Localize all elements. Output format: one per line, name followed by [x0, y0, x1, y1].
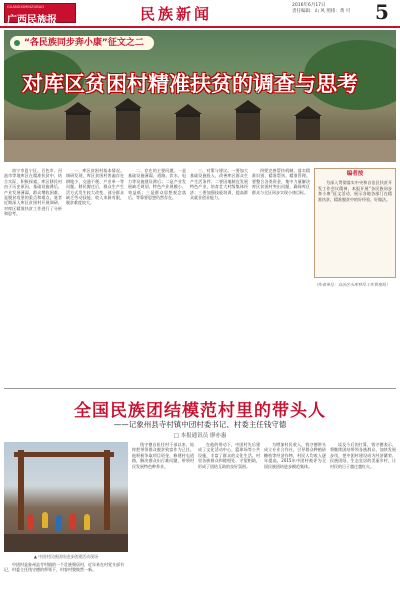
headline-banner — [4, 30, 396, 162]
paragraph: 在他的带动下，中团村先后建成了文化活动中心、篮球场等公共设施，丰富了群众的文化生活。村里各族群众和睦相处、守望相助，形成了团结互助的良好氛围。 — [198, 442, 260, 469]
house-shape — [116, 108, 140, 140]
masthead-rule — [0, 26, 400, 28]
section-title: 民族新闻 — [140, 5, 213, 23]
dancer-shape — [84, 514, 90, 530]
text-column — [330, 442, 396, 588]
text-column — [190, 168, 248, 364]
house-shape — [296, 116, 320, 140]
intro-paragraph: 中团村是象州县寺村镇的一个壮族聚居村，近年来在村党支部书记、村委主任钱守德的带领下，村容村貌焕然一新。 — [4, 562, 124, 573]
section-divider — [4, 388, 396, 389]
article-subheadline: ——记象州县寺村镇中団村委书记、村委主任钱守德 — [113, 420, 287, 429]
dancer-shape — [70, 513, 76, 529]
photo-caption: ▲ 中团村民族团结进步创建活动现场 — [33, 554, 99, 559]
paragraph: 二、存在的主要问题。一是基础设施薄弱，道路、饮水、电力等设施建设滞后；二是产业发展缺乏规划，特色产业规模小、效益低；三是群众思想观念落后，等靠要思想仍然存在。 — [128, 168, 186, 201]
paragraph: 钱守德自担任村干部以来，始终把带领群众脱贫致富作为己任。他积极争取项目资金，修建村屯道路，解决群众出行难问题，带领村民发展特色种养业。 — [132, 442, 194, 469]
dancer-shape — [42, 512, 48, 528]
house-shape — [66, 112, 90, 140]
roof-shape — [294, 106, 322, 116]
text-column — [198, 442, 260, 588]
logo-title: 广西民族报 — [7, 15, 57, 26]
editor-note-title: 编者按 — [346, 171, 364, 177]
sidebar-column — [314, 168, 396, 364]
main-headline: 对库区贫困村精准扶贫的调查与思考 — [22, 71, 358, 96]
text-column — [66, 168, 124, 364]
beam-shape — [14, 452, 114, 457]
paragraph: 谈及今后的打算，钱守德表示，将继续团结带领各族群众，加快发展步伐，把中团村建设成为经济繁荣、民族团结、生态宜居的美丽乡村，让村民的日子越过越红火。 — [330, 442, 396, 469]
paragraph: 一、库区贫困村基本情况。调研发现，库区贫困村普遍存在耕地少、交通不便、产业单一等问题。移民搬迁后，群众生产生活方式发生较大改变，部分群众缺乏劳动技能，收入来源有限，脱贫难度较大。 — [66, 168, 124, 206]
series-kicker — [10, 36, 154, 50]
text-column — [132, 442, 194, 588]
editor-note-box — [314, 168, 396, 278]
roof-shape — [234, 100, 262, 110]
article-byline: □ 本报通讯员 廖亦惠 — [173, 433, 227, 439]
series-kicker-text: “各民族同步奔小康”征文之二 — [24, 38, 144, 48]
crowd-shape — [4, 534, 128, 552]
masthead — [0, 0, 400, 26]
paragraph: 三、对策与建议。一要加大基础设施投入，改善库区群众生产生活条件；二要因地制宜发展特色产业，培育壮大村级集体经济；三要加强技能培训，提高群众就业创业能力。 — [190, 168, 248, 201]
issue-meta — [292, 3, 350, 15]
roof-shape — [174, 104, 202, 114]
pole-shape — [104, 450, 110, 530]
logo-subtitle: GUANGXIMINZUBAO — [7, 5, 45, 9]
author-note: （作者单位：自治区水库移民工作管理局） — [314, 282, 390, 287]
text-column — [128, 168, 186, 364]
text-column — [264, 442, 326, 588]
editor-note-text: 为深入贯彻落实中央和自治区扶贫开发工作会议精神，本报开展“各民族同步奔小康”征文活动，展示各地各部门在精准扶贫、精准脱贫中的好经验、好做法。 — [318, 180, 392, 202]
house-shape — [236, 110, 260, 140]
dancer-shape — [56, 515, 62, 531]
kicker-dot-icon — [14, 40, 20, 46]
issue-date: 2016年6月17日 — [292, 3, 326, 8]
article-headline: 全国民族团结模范村里的带头人 — [74, 401, 326, 421]
paragraph: 南宁市邕宁区、百色市、河池市等地库区在精准扶贫中，结合实际，积极探索。库区移民村由于历史原因，基础设施滞后，产业发展薄弱，群众增收困难，是脱贫攻坚的重点和难点。笔者近期深入库区贫困村开展调研，对库区精准扶贫工作进行了分析和思考。 — [4, 168, 62, 217]
paragraph: 为增加村民收入，钱守德带头成立专业合作社，引导群众种植砂糖桔等经济作物，村民人均收入逐年提高，2015年中团村被评为全国民族团结进步模范集体。 — [264, 442, 326, 469]
text-column — [252, 168, 310, 364]
pole-shape — [18, 450, 24, 530]
article-body — [4, 168, 396, 364]
page-number: 5 — [375, 0, 389, 24]
roof-shape — [114, 98, 142, 108]
issue-editors: 责任编辑：山 风 照排：黄 可 — [292, 9, 351, 14]
article-photo — [4, 442, 128, 552]
dancer-shape — [28, 514, 34, 530]
roof-shape — [64, 102, 92, 112]
newspaper-logo — [4, 3, 76, 26]
paragraph: 四要完善帮扶机制，落实精准识别、精准帮扶、精准管理。要整合各类资金，集中力量解决库区贫困村突出问题，确保库区群众与全区同步实现小康目标。 — [252, 168, 310, 195]
text-column — [4, 168, 62, 364]
road-shape — [4, 140, 396, 162]
house-shape — [176, 114, 200, 140]
